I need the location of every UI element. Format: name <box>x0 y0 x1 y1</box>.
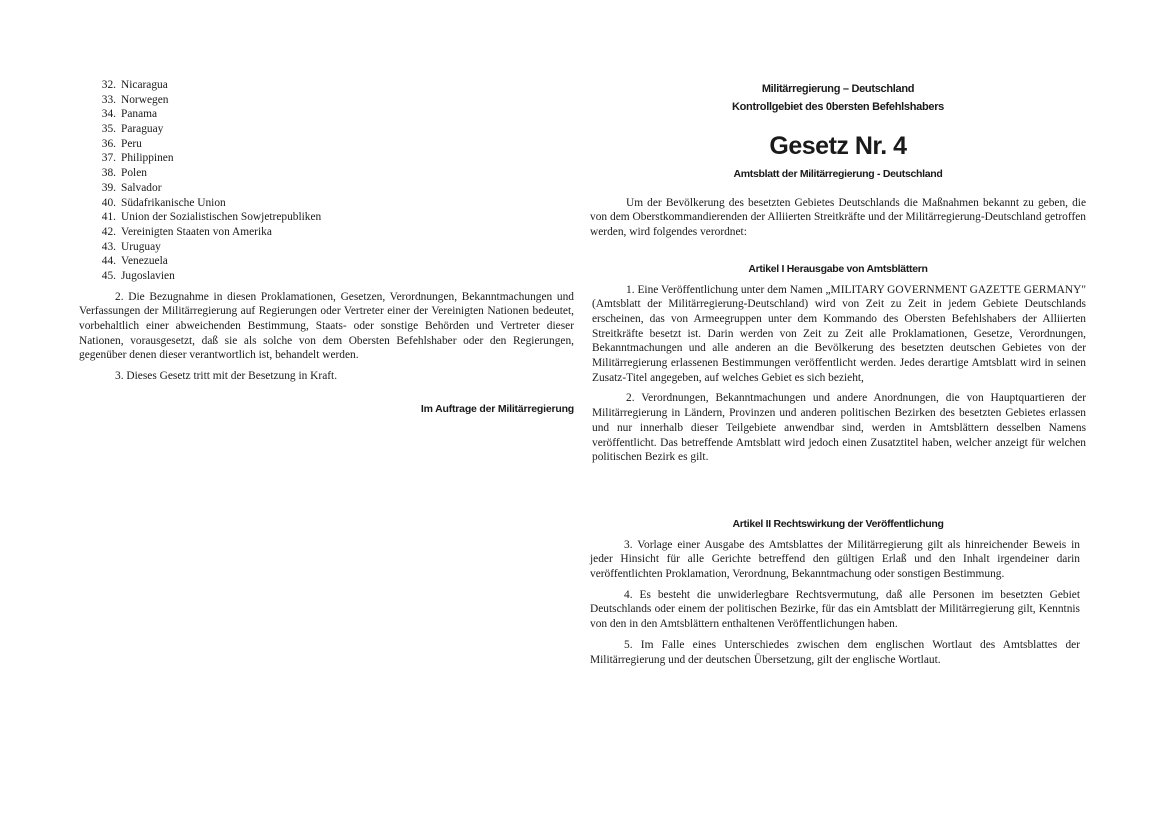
nation-name: Südafrikanische Union <box>121 196 226 209</box>
nation-list-item <box>79 254 574 269</box>
nation-number: 39. <box>101 181 116 194</box>
article-2-paragraph: 4. Es besteht die unwiderlegbare Rechtsvermutung, daß alle Personen im besetzten Gebiet Deutschlands oder einem der politischen Bezirke, für das ein Amtsblatt der Militärregierung gilt, Kenntnis von den in den Amtsblättern enthaltenen Veröffentlichungen haben. <box>590 588 1080 631</box>
nation-list-item <box>79 151 574 166</box>
article-2-heading: Artikel II Rechtswirkung der Veröffentlichung <box>732 517 944 530</box>
nation-list-item <box>79 269 574 284</box>
nation-name: Salvador <box>121 181 162 194</box>
article-1-body <box>590 283 1086 465</box>
nation-name: Venezuela <box>121 255 168 268</box>
nation-number: 45. <box>101 269 116 282</box>
nation-number: 33. <box>101 93 116 106</box>
header-control-area: Kontrollgebiet des 0bersten Befehlshabers <box>731 101 945 113</box>
article-2-body <box>590 538 1086 668</box>
nation-number: 38. <box>101 167 116 180</box>
header-military-government: Militärregierung – Deutschland <box>761 83 915 95</box>
nation-name: Vereinigten Staaten von Amerika <box>121 225 272 238</box>
left-column <box>79 78 574 417</box>
nation-list-item <box>79 107 574 122</box>
nation-list-item <box>79 181 574 196</box>
nation-number: 32. <box>101 79 116 91</box>
nation-number: 41. <box>101 211 116 224</box>
nation-number: 43. <box>101 240 116 253</box>
nation-number: 40. <box>101 196 116 209</box>
nation-number: 44. <box>101 255 116 268</box>
article-1-heading: Artikel I Herausgabe von Amtsblättern <box>748 262 928 275</box>
nation-name: Panama <box>121 108 158 121</box>
law-title: Gesetz Nr. 4 <box>769 132 907 160</box>
paragraph-3: 3. Dieses Gesetz tritt mit der Besetzung in Kraft. <box>115 370 338 383</box>
nation-list-item <box>79 225 574 240</box>
nation-name: Philippinen <box>121 152 174 165</box>
article-1-paragraph: 2. Verordnungen, Bekanntmachungen und andere Anordnungen, die von Hauptquartieren der Militärregierung in Ländern, Provinzen und anderen politischen Bezirken des besetzten Gebietes erlassen und nur innerhalb dieser Teilgebiete anwendbar sind, werden in Amtsblättern desselben Namens veröffentlicht. Das betreffende Amtsblatt wird jedoch einen Zusatztitel haben, welcher anzeigt für welchen politischen Bezirk es gilt. <box>592 392 1086 464</box>
preamble: Um der Bevölkerung des besetzten Gebietes Deutschlands die Maßnahmen bekannt zu geben, die von dem Oberstkommandierenden der Alliierten Streitkräfte und der Militärregierung-Deutschland getroffen werden, wird folgendes verordnet: <box>590 196 1086 239</box>
nation-name: Union der Sozialistischen Sowjetrepubliken <box>121 211 322 224</box>
signature-line: Im Auftrage der Militärregierung <box>420 402 574 415</box>
nation-name: Peru <box>121 137 142 150</box>
nation-name: Paraguay <box>121 123 164 136</box>
nation-list-item <box>79 78 574 93</box>
nation-list-item <box>79 210 574 225</box>
article-1-paragraph: 1. Eine Veröffentlichung unter dem Namen „MILITARY GOVERNMENT GAZETTE GERMANY" (Amtsblatt der Militärregierung-Deutschland) wird von Zeit zu Zeit in jedem Gebiete Deutschlands erscheinen, das von Armeegruppen unter dem Kommando des Obersten Befehlshabers der Alliierten Streitkräfte besetzt ist. Darin werden von Zeit zu Zeit alle Proklamationen, Gesetze, Verordnungen, Bekanntmachungen und alle anderen an die Bevölkerung des besetzten deutschen Gebietes von der Militärregierung erlassenen Bestimmungen veröffentlicht werden. Jedes derartige Amtsblatt wird in seinen Zusatz-Titel angegeben, auf welches Gebiet es sich bezieht, <box>592 283 1086 384</box>
nation-list-item <box>79 93 574 108</box>
nation-list-item <box>79 137 574 152</box>
nation-number: 42. <box>101 225 116 238</box>
nation-name: Nicaragua <box>121 79 168 91</box>
nation-number: 36. <box>101 137 116 150</box>
nation-name: Jugoslavien <box>121 269 175 282</box>
article-2-paragraph: 5. Im Falle eines Unterschiedes zwischen dem englischen Wortlaut des Amtsblattes der Militärregierung und der deutschen Übersetzung, gilt der englische Wortlaut. <box>590 638 1080 666</box>
nation-number: 35. <box>101 123 116 136</box>
nation-number: 37. <box>101 152 116 165</box>
nations-list <box>79 78 574 284</box>
nation-number: 34. <box>101 108 116 121</box>
nation-list-item <box>79 122 574 137</box>
right-column <box>590 78 1086 667</box>
nation-list-item <box>79 240 574 255</box>
paragraph-2: 2. Die Bezugnahme in diesen Proklamationen, Gesetzen, Verordnungen, Bekanntmachungen und Verfassungen der Militärregierung auf Regierungen oder Vertreter einer der Vereinigten Nationen bedeutet, vorbehaltlich einer abweichenden Bestimmung, Staats- oder sonstige Behörden und Vertreter dieser Nationen, vorausgesetzt, daß sie als solche von dem Obersten Befehlshaber oder den Regierungen, gegenüber denen dieser verantwortlich ist, behandelt werden. <box>79 290 574 362</box>
nation-name: Norwegen <box>121 93 169 106</box>
nation-list-item <box>79 166 574 181</box>
nation-name: Polen <box>121 167 147 180</box>
nation-name: Uruguay <box>121 240 161 253</box>
nation-list-item <box>79 196 574 211</box>
law-subtitle: Amtsblatt der Militärregierung - Deutschland <box>733 168 943 180</box>
article-2-paragraph: 3. Vorlage einer Ausgabe des Amtsblattes der Militärregierung gilt als hinreichender Beweis in jeder Hinsicht für alle Gerichte betreffend den gültigen Erlaß und den Inhalt irgendeiner darin veröffentlichten Proklamation, Verordnung, Bekanntmachung oder sonstigen Bestimmung. <box>590 538 1080 581</box>
